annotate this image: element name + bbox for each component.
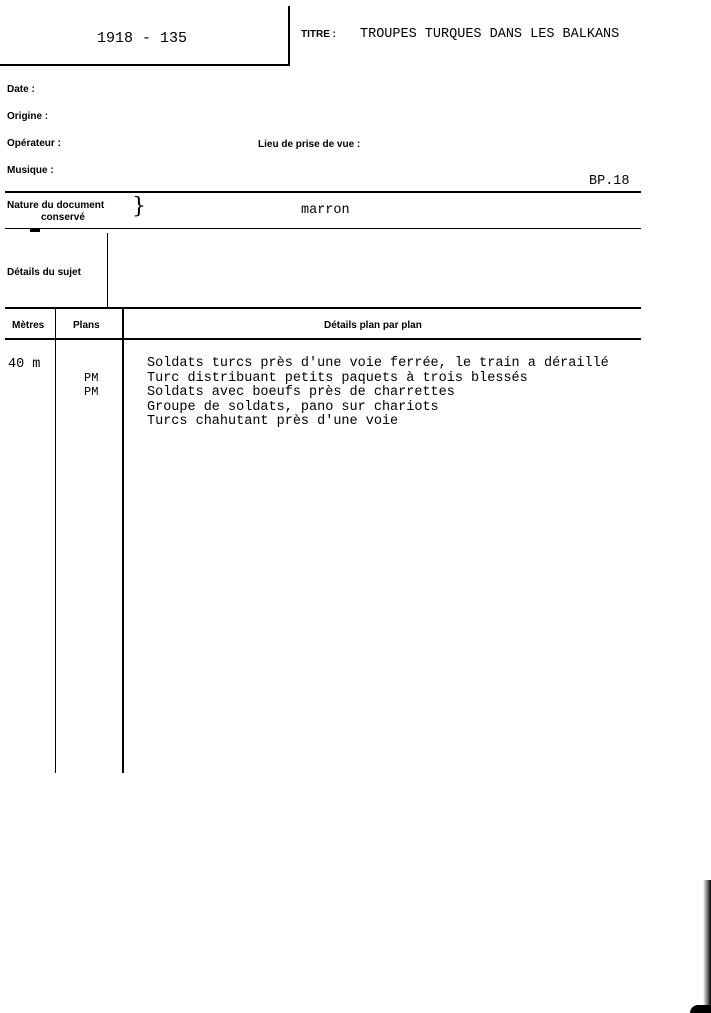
nature-label-line2: conservé <box>41 212 85 223</box>
musique-label: Musique : <box>7 165 54 176</box>
nature-top-rule <box>5 191 641 193</box>
date-label: Date : <box>7 84 35 95</box>
table-col-divider-1 <box>55 309 56 773</box>
header-box-right-border <box>288 6 290 66</box>
detail-row: Turcs chahutant près d'une voie <box>147 414 399 429</box>
col-header-metres: Mètres <box>12 320 45 331</box>
table-header-rule <box>5 338 641 340</box>
origine-label: Origine : <box>7 111 49 122</box>
nature-value: marron <box>301 203 350 218</box>
ref-number: 1918 - 135 <box>97 30 188 47</box>
table-col-divider-2 <box>122 309 124 773</box>
plan-cell: PM <box>84 385 99 399</box>
scan-edge-right <box>703 880 711 1013</box>
sujet-label: Détails du sujet <box>7 267 81 278</box>
title-label: TITRE : <box>301 29 336 40</box>
plan-cell: PM <box>84 371 99 385</box>
operateur-label: Opérateur : <box>7 138 61 149</box>
col-header-details: Détails plan par plan <box>324 320 422 331</box>
scan-edge-corner <box>690 1005 711 1013</box>
detail-row: Groupe de soldats, pano sur chariots <box>147 400 439 415</box>
table-top-rule <box>5 307 641 309</box>
metres-value: 40 m <box>8 357 41 372</box>
title-value: TROUPES TURQUES DANS LES BALKANS <box>360 27 620 42</box>
ref-code: BP.18 <box>589 174 630 189</box>
header-box-bottom-border <box>0 64 290 66</box>
nature-brace: } <box>132 194 146 219</box>
detail-row: Soldats avec boeufs près de charrettes <box>147 385 455 400</box>
detail-row: Turc distribuant petits paquets à trois blessés <box>147 371 528 386</box>
nature-bottom-rule <box>5 228 641 229</box>
col-header-plans: Plans <box>73 320 100 331</box>
sujet-brace-line <box>107 233 108 307</box>
nature-rule-mark <box>30 229 40 232</box>
lieu-label: Lieu de prise de vue : <box>258 139 361 150</box>
detail-row: Soldats turcs près d'une voie ferrée, le train a déraillé <box>147 356 609 371</box>
nature-label-line1: Nature du document <box>7 200 105 211</box>
